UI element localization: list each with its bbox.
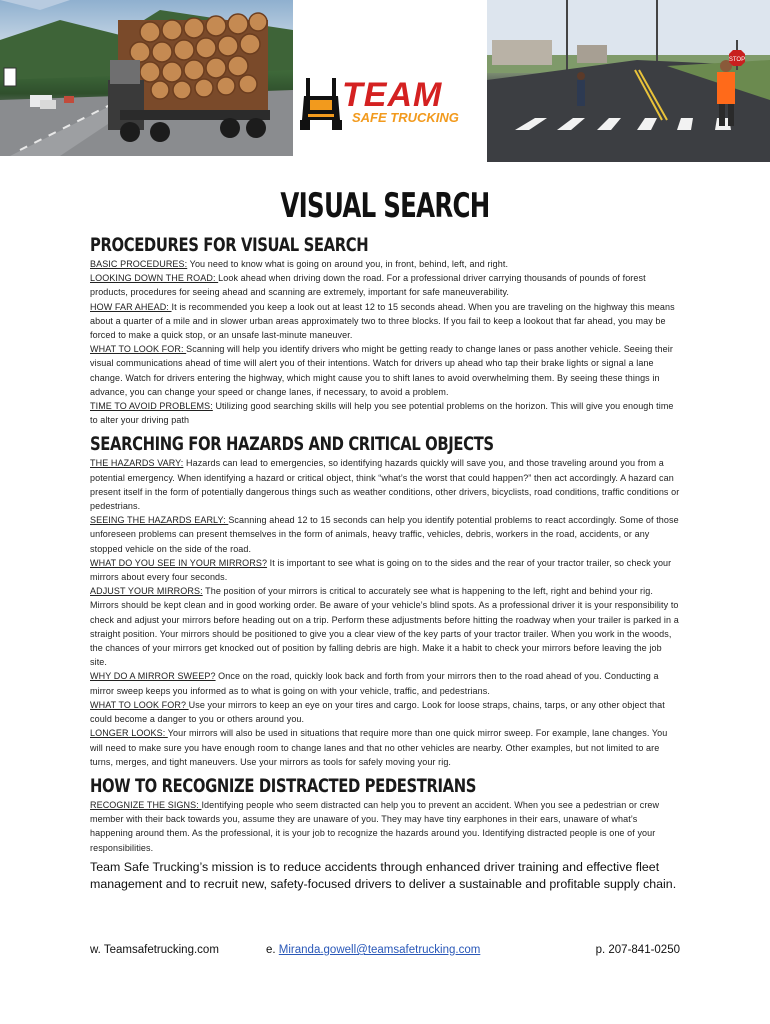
paragraph (90, 257, 680, 271)
email-prefix: e. (266, 944, 279, 956)
logging-truck-illustration (0, 0, 293, 156)
section-procedures (90, 233, 680, 427)
section-heading: SEARCHING FOR HAZARDS AND CRITICAL OBJECTS (90, 433, 494, 456)
crosswalk-photo (487, 0, 770, 162)
paragraph-lead: WHAT DO YOU SEE IN YOUR MIRRORS? (90, 557, 268, 568)
paragraph-lead: BASIC PROCEDURES: (90, 259, 188, 269)
logo-team-text: TEAM (342, 76, 443, 114)
paragraph-lead: WHAT TO LOOK FOR? (90, 699, 189, 710)
paragraph (90, 300, 680, 343)
section-heading: PROCEDURES FOR VISUAL SEARCH (90, 234, 369, 256)
paragraph-lead: LOOKING DOWN THE ROAD: (90, 273, 219, 284)
truck-icon (300, 76, 342, 132)
paragraph (90, 399, 680, 427)
paragraph-lead: WHY DO A MIRROR SWEEP? (90, 671, 216, 682)
paragraph-lead: THE HAZARDS VARY: (90, 458, 184, 469)
paragraph (90, 556, 680, 584)
paragraph-lead: RECOGNIZE THE SIGNS: (90, 799, 202, 810)
paragraph (90, 669, 680, 697)
paragraph-lead: HOW FAR AHEAD: (90, 301, 172, 312)
paragraph-lead: TIME TO AVOID PROBLEMS: (90, 401, 213, 412)
paragraph-text: It is important to see what is going on to the sides and the rear of your tractor trailer, so check your mirrors about every four seconds. (90, 557, 672, 583)
paragraph-text: Look ahead when driving down the road. For a professional driver carrying thousands of pounds of forest products, procedures for seeing ahead and scanning are extremely, important for safe maneuverability. (90, 273, 646, 298)
website-text: w. Teamsafetrucking.com (90, 944, 219, 956)
section-hazards (90, 432, 680, 768)
paragraph-lead: SEEING THE HAZARDS EARLY: (90, 515, 229, 526)
paragraph-text: Scanning ahead 12 to 15 seconds can help you identify potential problems to react accordingly. Some of those unforeseen problems can present themselves in the form of animals, heavy traffic, vehicles, debris, workers in the road, accidents, or any stopped vehicle on the side of the road. (90, 515, 679, 554)
section-heading: HOW TO RECOGNIZE DISTRACTED PEDESTRIANS (90, 774, 477, 797)
page-header (0, 0, 770, 162)
section-pedestrians (90, 774, 680, 855)
paragraph-lead: WHAT TO LOOK FOR: (90, 344, 187, 355)
paragraph-text: The position of your mirrors is critical to accurately see what is happening to the left, right and behind your rig. Mirrors should be kept clean and in good working order. Be aware of your vehicle’s blind spots. As a professional driver it is your responsibility to check and adjust your mirrors before heading out on a trip. Perform these adjustments before hitting the roadway when your trailer is parked in a straight position. Your mirrors should be positioned to give you a clear view of the key parts of your tractor trailer. When you work in the woods, the chances of your mirrors get knocked out of position by falling debris are high. Make it a habit to check your mirrors before leaving the job site. (90, 586, 679, 668)
logo-subtitle: SAFE TRUCKING (352, 110, 459, 125)
paragraph (90, 726, 680, 769)
paragraph (90, 798, 680, 855)
paragraph-lead: ADJUST YOUR MIRRORS: (90, 586, 203, 597)
paragraph-text: Use your mirrors to keep an eye on your tires and cargo. Look for loose straps, chains, tarps, or any other object that could become a danger to you or others around you. (90, 699, 665, 725)
paragraph-lead: LONGER LOOKS: (90, 728, 168, 739)
paragraph-text: Scanning will help you identify drivers who might be getting ready to change lanes or pass another vehicle. Seeing their visual communications ahead of time will alert you of their intentions. Watch for drivers up ahead who tap their brake lights or signal a lane change. Watch for drivers entering the highway, which might cause you to shift lanes to avoid overwhelming them. By seeing these things in advance, you can change your speed or change lanes, if necessary, to avoid a problem. (90, 344, 673, 397)
crosswalk-illustration (487, 0, 770, 162)
paragraph (90, 513, 680, 556)
logging-truck-photo (0, 0, 293, 156)
email-contact (266, 944, 480, 956)
contact-footer (90, 944, 680, 960)
mission-statement: Team Safe Trucking’s mission is to reduce accidents through enhanced driver training and effective fleet management and to recruit new, safety-focused drivers to deliver a sustainable and profitable supply chain. (90, 859, 677, 891)
paragraph (90, 698, 680, 726)
paragraph (90, 342, 680, 399)
paragraph-text: Hazards can lead to emergencies, so identifying hazards quickly will save you, and those traveling around you from a potential emergency. When identifying a hazard or critical object, think “what’s the worst that could happen?” then act accordingly. A hazard can present itself in the form of potentially dangerous things such as weather conditions, other drivers, bicyclists, road conditions, traffic conditions or pedestrians. (90, 458, 680, 512)
paragraph-text: Identifying people who seem distracted can help you to prevent an accident. When you see a pedestrian or crew member with their back towards you, assume they are unaware of you. They may have tiny earphones in their ears, unaware of what’s happening around them. As the professional, it is your job to recognize the hazards around you. Identifying distracted people is one of your responsibilities. (90, 799, 660, 853)
email-link[interactable]: Miranda.gowell@teamsafetrucking.com (278, 944, 481, 956)
paragraph (90, 584, 680, 669)
stop-sign-text: STOP (728, 57, 746, 63)
paragraph-text: Once on the road, quickly look back and forth from your mirrors then to the road ahead of you. Conducting a mirror sweep keeps you informed as to what is going on with your vehicle, traffic, and pedestrians. (90, 671, 659, 696)
phone-text: p. 207-841-0250 (595, 944, 680, 956)
main-content (90, 184, 680, 893)
page-title: VISUAL SEARCH (280, 186, 490, 226)
paragraph (90, 456, 680, 513)
paragraph-text: Your mirrors will also be used in situations that require more than one quick mirror sweep. For example, lane changes. You will need to make sure you have enough room to change lanes and that no other vehicles are nearby. Other examples, but not limited to are turns, merges, and tight maneuvers. Use your mirrors as tools for safely moving your rig. (90, 728, 668, 767)
paragraph (90, 271, 680, 299)
paragraph-text: Utilizing good searching skills will help you see potential problems on the horizon. This will give you enough time to alter your driving path (90, 401, 674, 426)
paragraph-text: It is recommended you keep a look out at least 12 to 15 seconds ahead. When you are traveling on the highway this means about a quarter of a mile and in slower urban areas approximately two to three blocks. If you fail to keep a lookout that far ahead, you may be forced to make a quick stop, or an unsafe last-minute maneuver. (90, 301, 675, 341)
team-safe-trucking-logo (300, 76, 480, 134)
paragraph-text: You need to know what is going on around you, in front, behind, left, and right. (187, 259, 509, 269)
